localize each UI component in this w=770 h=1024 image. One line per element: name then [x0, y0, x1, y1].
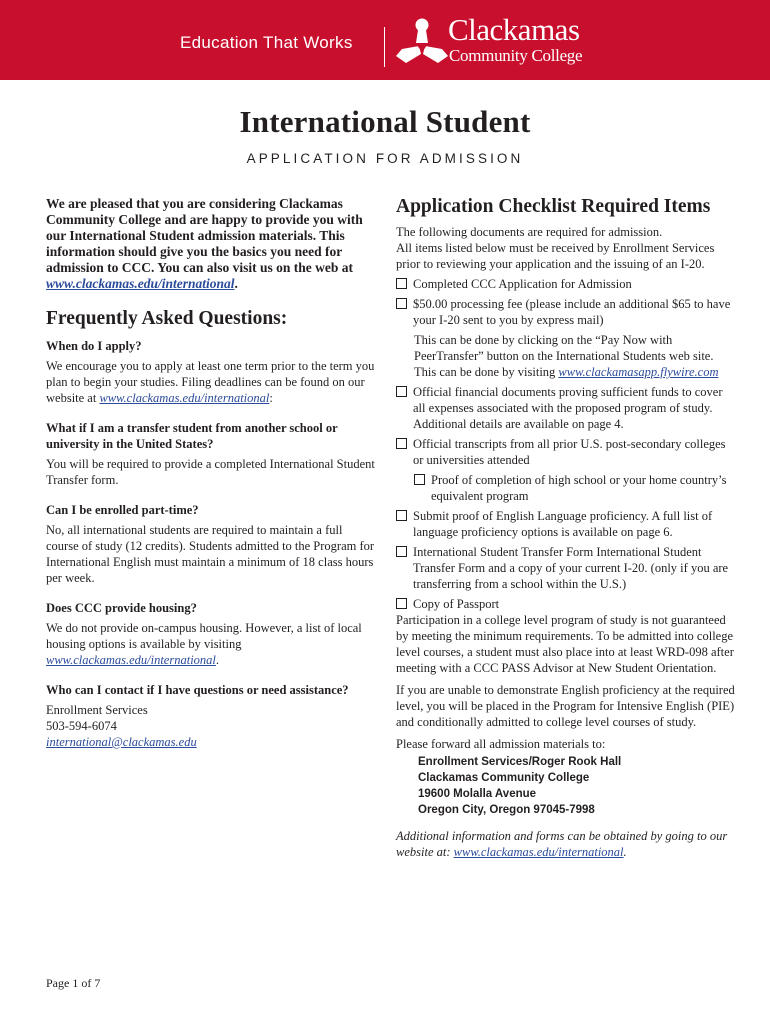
checklist-intro: The following documents are required for admission.: [396, 225, 663, 239]
checkbox[interactable]: [396, 438, 407, 449]
faq-question: When do I apply?: [46, 339, 142, 353]
requirements-note: Participation in a college level program of study is not guaranteed by meeting the minimum requirements. To be admitted into college level courses, a student must also place into at least WRD-098 after meeting with a CCC PASS Advisor at New Student Orientation.: [396, 613, 734, 675]
tagline: Education That Works: [180, 33, 353, 52]
page-title: International Student: [239, 104, 531, 139]
faq-answer: [46, 620, 376, 668]
checklist-item: [396, 276, 736, 292]
intro-text: We are pleased that you are considering Clackamas Community College and are happy to provide you with our International Student admission materials. This information should give you the basics you need for admission to CCC. You can also visit us on the web at: [46, 196, 363, 275]
intro-paragraph: [46, 196, 376, 292]
logo-name: Clackamas: [448, 12, 580, 47]
payment-note: [414, 332, 736, 380]
checklist-item-label: Official financial documents proving sufficient funds to cover all expenses associated with the proposed program of study. Additional details are available on page 4.: [413, 385, 723, 431]
checklist-item-label: Proof of completion of high school or your home country’s equivalent program: [431, 473, 727, 503]
payment-link[interactable]: www.clackamasapp.flywire.com: [558, 365, 719, 379]
english-proficiency-note: If you are unable to demonstrate English proficiency at the required level, you will be placed in the Program for Intensive English (PIE) and conditionally admitted to college level courses of study.: [396, 683, 735, 729]
forward-instructions: Please forward all admission materials to:: [396, 737, 606, 751]
checklist-item: [396, 296, 736, 328]
logo-subtitle: Community College: [449, 46, 583, 65]
closing-text: Additional information and forms can be obtained by going to our website at:: [396, 829, 728, 859]
payment-note-text: This can be done by clicking on the “Pay Now with PeerTransfer” button on the International Students web site. This can be done by visiting: [414, 333, 714, 379]
checkbox[interactable]: [396, 278, 407, 289]
checklist-item: [396, 544, 736, 592]
checklist-item: [396, 596, 736, 612]
checklist-item-label: Completed CCC Application for Admission: [413, 277, 632, 291]
left-column: [46, 196, 376, 750]
faq-heading: Frequently Asked Questions:: [46, 308, 288, 329]
page-number: Page 1 of 7: [46, 976, 101, 990]
closing-note: [396, 828, 736, 860]
checkbox[interactable]: [396, 598, 407, 609]
faq-answer-period: .: [215, 653, 220, 667]
checkbox[interactable]: [396, 510, 407, 521]
address-line: Enrollment Services/Roger Rook Hall: [418, 756, 622, 768]
intro-period: .: [234, 276, 238, 291]
faq-answer-text: We encourage you to apply at least one term prior to the term you plan to begin your studies. Filing deadlines can be found on our website at: [46, 359, 375, 405]
checklist-item: [396, 384, 736, 432]
right-column: [396, 196, 736, 860]
header-banner: [0, 0, 770, 80]
checklist-heading: Application Checklist Required Items: [396, 196, 711, 217]
address-line: Oregon City, Oregon 97045-7998: [418, 804, 595, 816]
checklist-item-label: Copy of Passport: [413, 597, 500, 611]
faq-question: Does CCC provide housing?: [46, 601, 197, 615]
faq-question: Who can I contact if I have questions or need assistance?: [46, 683, 349, 697]
address-line: Clackamas Community College: [418, 772, 590, 784]
page-subtitle: APPLICATION FOR ADMISSION: [246, 151, 524, 166]
faq-answer-link[interactable]: www.clackamas.edu/international: [99, 391, 270, 405]
checklist-item: [396, 436, 736, 468]
faq-answer: You will be required to provide a completed International Student Transfer form.: [46, 457, 375, 487]
closing-link[interactable]: www.clackamas.edu/international: [453, 845, 624, 859]
contact-email-link[interactable]: international@clackamas.edu: [46, 735, 197, 749]
checklist-item-label: Submit proof of English Language proficiency. A full list of language proficiency options is available on page 6.: [413, 509, 713, 539]
faq-answer-link[interactable]: www.clackamas.edu/international: [46, 653, 216, 667]
address-line: 19600 Molalla Avenue: [418, 788, 537, 800]
checklist-item-label: International Student Transfer Form International Student Transfer Form and a copy of your current I-20. (only if you are transferring from a school within the U.S.): [413, 545, 729, 591]
faq-answer: [46, 358, 376, 406]
checklist-item-label: Official transcripts from all prior U.S. post-secondary colleges or universities attended: [413, 437, 726, 467]
mailing-address: [418, 754, 736, 818]
intro-link[interactable]: www.clackamas.edu/international: [46, 276, 235, 291]
faq-question: Can I be enrolled part-time?: [46, 503, 199, 517]
checklist-subitem: [414, 472, 736, 504]
checklist-intro-detail: All items listed below must be received by Enrollment Services prior to reviewing your application and the issuing of an I-20.: [396, 241, 715, 271]
checklist-item-label: $50.00 processing fee (please include an additional $65 to have your I-20 sent to you by express mail): [413, 297, 731, 327]
checklist-item: [396, 508, 736, 540]
checkbox[interactable]: [396, 298, 407, 309]
banner-divider: [384, 27, 385, 67]
faq-question: What if I am a transfer student from another school or university in the United States?: [46, 421, 338, 451]
faq-answer-colon: :: [269, 391, 273, 405]
checkbox[interactable]: [414, 474, 425, 485]
faq-answer-text: We do not provide on-campus housing. However, a list of local housing options is available by visiting: [46, 621, 362, 651]
contact-name: Enrollment Services: [46, 703, 148, 717]
contact-phone: 503-594-6074: [46, 719, 117, 733]
college-logo-icon: [394, 16, 450, 68]
checkbox[interactable]: [396, 386, 407, 397]
faq-answer: No, all international students are required to maintain a full course of study (12 credits). Students admitted to the Program for International English must maintain a minimum of 18 class hours per week.: [46, 523, 375, 585]
closing-period: .: [623, 845, 627, 859]
checkbox[interactable]: [396, 546, 407, 557]
